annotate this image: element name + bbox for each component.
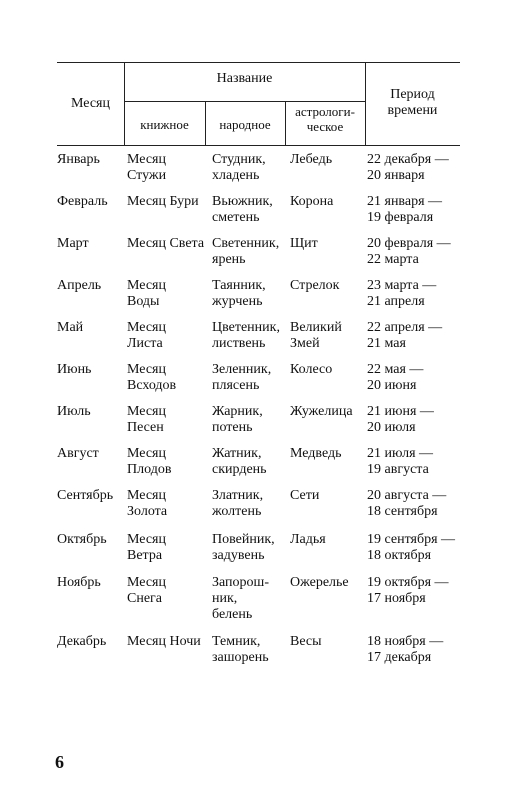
header-bottom-rule	[57, 145, 460, 146]
cell-period: 21 июня — 20 июля	[367, 404, 434, 435]
cell-period: 23 марта — 21 апреля	[367, 278, 437, 309]
cell-period: 21 января — 19 февраля	[367, 194, 443, 225]
cell-astro: Ожерелье	[290, 575, 349, 590]
cell-book: Месяц Стужи	[127, 152, 167, 183]
cell-folk: Златник, жолтень	[212, 488, 264, 519]
cell-book: Месяц Бури	[127, 194, 199, 209]
cell-book: Месяц Воды	[127, 278, 166, 309]
cell-folk: Вьюжник, сметень	[212, 194, 273, 225]
header-period: Период времени	[387, 87, 438, 118]
cell-period: 19 октября — 17 ноября	[367, 575, 449, 606]
header-month: Месяц	[71, 96, 110, 111]
cell-book: Месяц Золота	[127, 488, 168, 519]
cell-month: Июль	[57, 404, 91, 419]
header-folk: народное	[219, 117, 271, 132]
cell-astro: Весы	[290, 634, 322, 649]
cell-astro: Стрелок	[290, 278, 340, 293]
table-top-rule	[57, 62, 460, 63]
cell-astro: Великий Змей	[290, 320, 342, 351]
cell-folk: Темник, зашорень	[212, 634, 269, 665]
cell-folk: Студник, хладень	[212, 152, 266, 183]
cell-folk: Повейник, задувень	[212, 532, 275, 563]
cell-month: Август	[57, 446, 99, 461]
cell-period: 22 мая — 20 июня	[367, 362, 424, 393]
cell-month: Май	[57, 320, 84, 335]
cell-astro: Жужелица	[290, 404, 353, 419]
cell-astro: Щит	[290, 236, 318, 251]
header-astro: астрологи- ческое	[295, 104, 355, 134]
cell-astro: Корона	[290, 194, 334, 209]
cell-astro: Сети	[290, 488, 320, 503]
cell-folk: Жарник, потень	[212, 404, 263, 435]
cell-folk: Цветенник, листвень	[212, 320, 280, 351]
cell-book: Месяц Всходов	[127, 362, 177, 393]
cell-book: Месяц Песен	[127, 404, 166, 435]
cell-folk: Запорош- ник, белень	[212, 575, 269, 622]
cell-month: Декабрь	[57, 634, 107, 649]
cell-folk: Жатник, скирдень	[212, 446, 267, 477]
name-group-rule	[124, 101, 366, 102]
cell-astro: Колесо	[290, 362, 333, 377]
cell-month: Сентябрь	[57, 488, 114, 503]
cell-period: 20 августа — 18 сентября	[367, 488, 447, 519]
cell-book: Месяц Ночи	[127, 634, 201, 649]
cell-period: 19 сентября — 18 октября	[367, 532, 456, 563]
cell-month: Январь	[57, 152, 100, 167]
header-name-group: Название	[216, 71, 273, 86]
cell-folk: Светенник, ярень	[212, 236, 280, 267]
cell-book: Месяц Листа	[127, 320, 166, 351]
cell-month: Ноябрь	[57, 575, 101, 590]
cell-book: Месяц Ветра	[127, 532, 166, 563]
cell-book: Месяц Плодов	[127, 446, 172, 477]
cell-folk: Зеленник, плясень	[212, 362, 272, 393]
cell-book: Месяц Света	[127, 236, 205, 251]
cell-period: 21 июля — 19 августа	[367, 446, 434, 477]
cell-period: 20 февраля — 22 марта	[367, 236, 451, 267]
cell-period: 22 апреля — 21 мая	[367, 320, 443, 351]
cell-period: 22 декабря — 20 января	[367, 152, 449, 183]
cell-astro: Лебедь	[290, 152, 333, 167]
cell-month: Апрель	[57, 278, 102, 293]
cell-book: Месяц Снега	[127, 575, 166, 606]
page-number: 6	[55, 752, 64, 772]
cell-month: Октябрь	[57, 532, 107, 547]
cell-month: Февраль	[57, 194, 108, 209]
cell-month: Июнь	[57, 362, 92, 377]
cell-astro: Ладья	[290, 532, 326, 547]
cell-month: Март	[57, 236, 89, 251]
cell-folk: Таянник, журчень	[212, 278, 266, 309]
cell-period: 18 ноября — 17 декабря	[367, 634, 444, 665]
cell-astro: Медведь	[290, 446, 342, 461]
header-book: книжное	[140, 117, 189, 132]
